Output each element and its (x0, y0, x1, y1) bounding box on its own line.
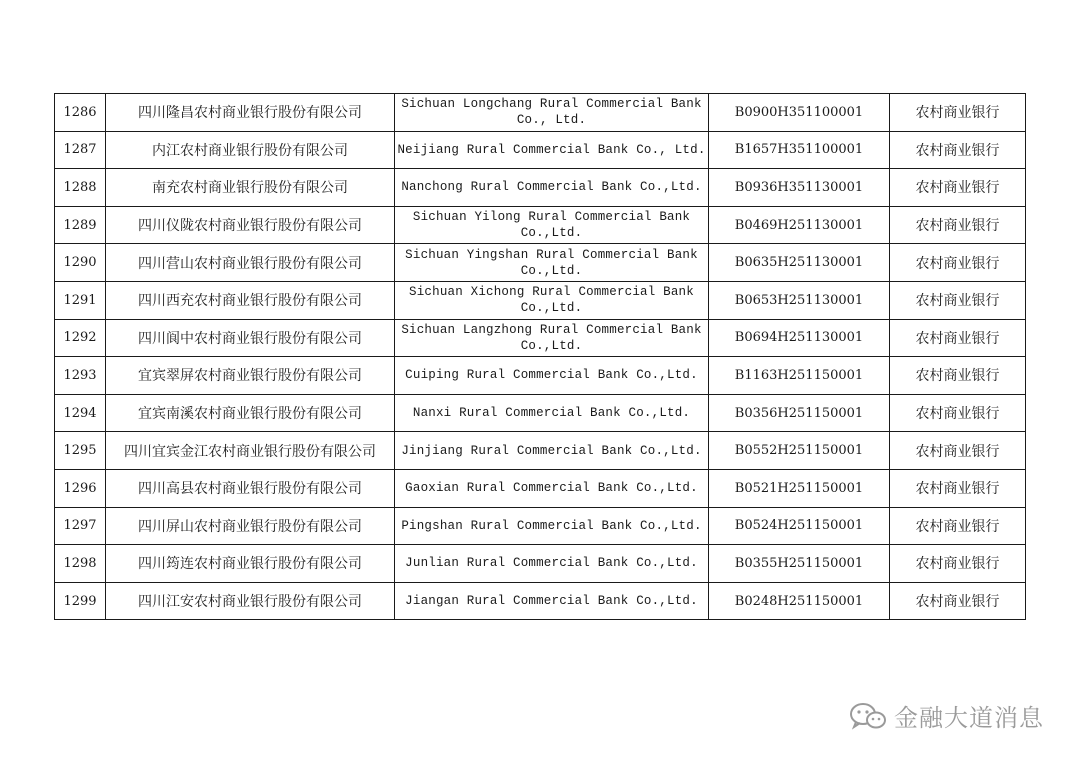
institution-code: B0552H251150001 (709, 432, 890, 470)
row-number: 1298 (55, 545, 106, 583)
institution-code: B0936H351130001 (709, 169, 890, 207)
bank-name-en: Jiangan Rural Commercial Bank Co.,Ltd. (395, 582, 709, 620)
row-number: 1297 (55, 507, 106, 545)
table-row (55, 357, 1026, 395)
bank-name-cn: 四川隆昌农村商业银行股份有限公司 (106, 94, 395, 132)
bank-name-cn: 四川仪陇农村商业银行股份有限公司 (106, 206, 395, 244)
row-number: 1293 (55, 357, 106, 395)
watermark-text: 金融大道消息 (894, 704, 1044, 732)
institution-type: 农村商业银行 (890, 131, 1026, 169)
row-number: 1294 (55, 394, 106, 432)
table-row (55, 319, 1026, 357)
institution-type: 农村商业银行 (890, 319, 1026, 357)
institution-type: 农村商业银行 (890, 432, 1026, 470)
institution-code: B1657H351100001 (709, 131, 890, 169)
institution-code: B0469H251130001 (709, 206, 890, 244)
institution-type: 农村商业银行 (890, 169, 1026, 207)
bank-name-en: Jinjiang Rural Commercial Bank Co.,Ltd. (395, 432, 709, 470)
institution-code: B0694H251130001 (709, 319, 890, 357)
bank-name-cn: 四川屏山农村商业银行股份有限公司 (106, 507, 395, 545)
bank-name-en: Gaoxian Rural Commercial Bank Co.,Ltd. (395, 469, 709, 507)
bank-name-en: Sichuan Xichong Rural Commercial Bank Co.,Ltd. (395, 281, 709, 319)
institution-code: B0900H351100001 (709, 94, 890, 132)
table-row (55, 206, 1026, 244)
row-number: 1291 (55, 281, 106, 319)
table-row (55, 394, 1026, 432)
institution-type: 农村商业银行 (890, 394, 1026, 432)
bank-name-en: Cuiping Rural Commercial Bank Co.,Ltd. (395, 357, 709, 395)
table-row (55, 469, 1026, 507)
bank-name-en: Neijiang Rural Commercial Bank Co., Ltd. (395, 131, 709, 169)
bank-name-cn: 内江农村商业银行股份有限公司 (106, 131, 395, 169)
row-number: 1295 (55, 432, 106, 470)
institution-code: B1163H251150001 (709, 357, 890, 395)
institution-code: B0248H251150001 (709, 582, 890, 620)
row-number: 1286 (55, 94, 106, 132)
institution-type: 农村商业银行 (890, 206, 1026, 244)
bank-name-en: Pingshan Rural Commercial Bank Co.,Ltd. (395, 507, 709, 545)
wechat-icon (848, 701, 888, 731)
row-number: 1296 (55, 469, 106, 507)
institution-code: B0356H251150001 (709, 394, 890, 432)
institution-type: 农村商业银行 (890, 281, 1026, 319)
institution-type: 农村商业银行 (890, 469, 1026, 507)
institution-type: 农村商业银行 (890, 545, 1026, 583)
bank-name-en: Sichuan Yingshan Rural Commercial Bank Co.,Ltd. (395, 244, 709, 282)
table-row (55, 507, 1026, 545)
institution-type: 农村商业银行 (890, 507, 1026, 545)
table-row (55, 545, 1026, 583)
institution-type: 农村商业银行 (890, 94, 1026, 132)
bank-name-cn: 宜宾南溪农村商业银行股份有限公司 (106, 394, 395, 432)
row-number: 1290 (55, 244, 106, 282)
bank-name-cn: 宜宾翠屏农村商业银行股份有限公司 (106, 357, 395, 395)
row-number: 1287 (55, 131, 106, 169)
table-row (55, 582, 1026, 620)
table-row (55, 94, 1026, 132)
bank-list-body (55, 94, 1026, 620)
institution-code: B0524H251150001 (709, 507, 890, 545)
row-number: 1288 (55, 169, 106, 207)
bank-name-cn: 四川筠连农村商业银行股份有限公司 (106, 545, 395, 583)
row-number: 1299 (55, 582, 106, 620)
table-row (55, 131, 1026, 169)
institution-code: B0635H251130001 (709, 244, 890, 282)
bank-name-en: Sichuan Longchang Rural Commercial Bank Co., Ltd. (395, 94, 709, 132)
institution-code: B0355H251150001 (709, 545, 890, 583)
bank-name-en: Nanchong Rural Commercial Bank Co.,Ltd. (395, 169, 709, 207)
bank-name-cn: 四川西充农村商业银行股份有限公司 (106, 281, 395, 319)
table-row (55, 244, 1026, 282)
row-number: 1292 (55, 319, 106, 357)
watermark (848, 698, 1044, 733)
institution-type: 农村商业银行 (890, 357, 1026, 395)
table-row (55, 281, 1026, 319)
institution-type: 农村商业银行 (890, 582, 1026, 620)
institution-code: B0653H251130001 (709, 281, 890, 319)
bank-name-en: Nanxi Rural Commercial Bank Co.,Ltd. (395, 394, 709, 432)
row-number: 1289 (55, 206, 106, 244)
bank-name-cn: 四川高县农村商业银行股份有限公司 (106, 469, 395, 507)
bank-name-en: Sichuan Langzhong Rural Commercial Bank Co.,Ltd. (395, 319, 709, 357)
bank-name-cn: 四川宜宾金江农村商业银行股份有限公司 (106, 432, 395, 470)
bank-list-table (54, 93, 1026, 620)
table-row (55, 432, 1026, 470)
bank-name-cn: 南充农村商业银行股份有限公司 (106, 169, 395, 207)
table-row (55, 169, 1026, 207)
bank-name-cn: 四川营山农村商业银行股份有限公司 (106, 244, 395, 282)
bank-name-cn: 四川阆中农村商业银行股份有限公司 (106, 319, 395, 357)
bank-name-cn: 四川江安农村商业银行股份有限公司 (106, 582, 395, 620)
institution-code: B0521H251150001 (709, 469, 890, 507)
bank-name-en: Junlian Rural Commercial Bank Co.,Ltd. (395, 545, 709, 583)
institution-type: 农村商业银行 (890, 244, 1026, 282)
bank-name-en: Sichuan Yilong Rural Commercial Bank Co.,Ltd. (395, 206, 709, 244)
